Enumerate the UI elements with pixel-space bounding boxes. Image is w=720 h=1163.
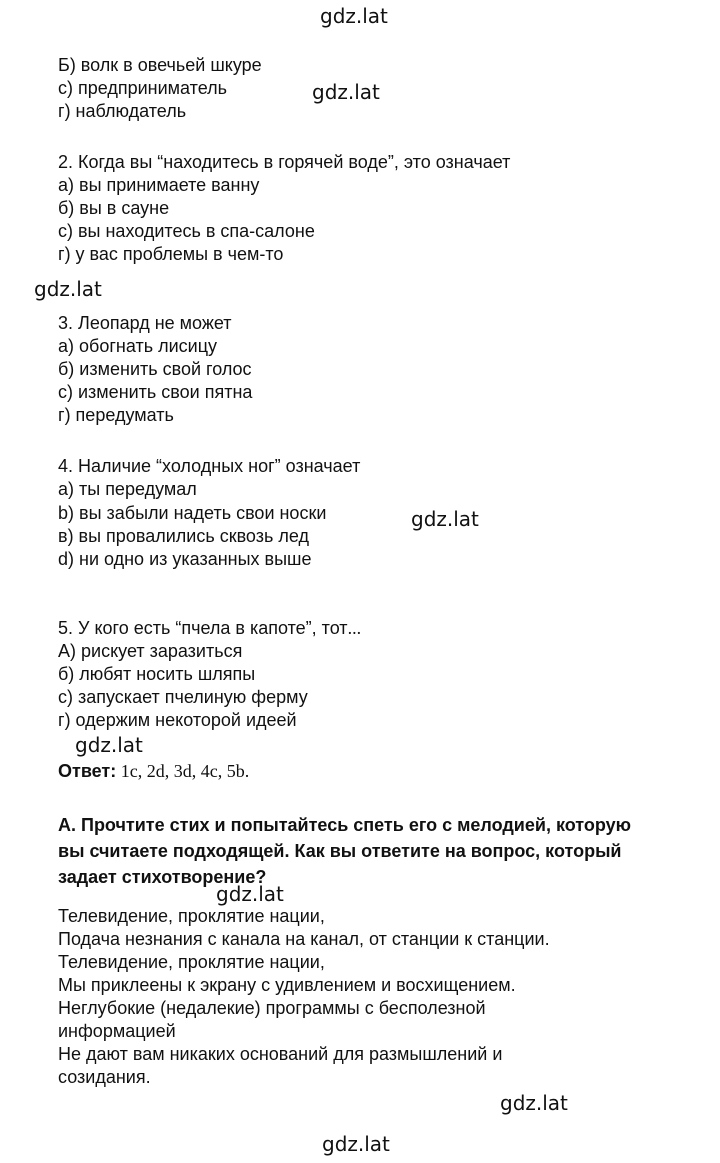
q4-option: d) ни одно из указанных выше [58,549,312,569]
watermark: gdz.lat [75,733,143,757]
q2-option: б) вы в сауне [58,198,170,218]
q2-option: а) вы принимаете ванну [58,175,260,195]
q5-question-ellipsis: ... [347,618,362,638]
watermark: gdz.lat [216,882,284,906]
watermark: gdz.lat [411,507,479,531]
q4-question: 4. Наличие “холодных ног” означает [58,456,361,476]
answer-label: Ответ: [58,761,117,781]
q5-question [58,617,361,640]
q5-option: г) одержим некоторой идеей [58,710,297,730]
q1-option: с) предприниматель [58,78,228,98]
q3-option: б) изменить свой голос [58,359,252,379]
poem-line: Мы приклеены к экрану с удивлением и восхищением. [58,975,516,995]
q3-option: а) обогнать лисицу [58,336,218,356]
q2-option: г) у вас проблемы в чем-то [58,244,284,264]
watermark: gdz.lat [322,1132,390,1156]
q4-option: b) вы забыли надеть свои носки [58,503,327,523]
q3-option: с) изменить свои пятна [58,382,253,402]
poem-line: Не дают вам никаких оснований для размышлений и созидания. [58,1044,503,1087]
poem [58,905,698,1089]
poem-line: Неглубокие (недалекие) программы с бесполезной информацией [58,998,486,1041]
q3-option: г) передумать [58,405,174,425]
q5-option: А) рискует заразиться [58,641,243,661]
answer-value: 1c, 2d, 3d, 4c, 5b. [116,761,250,781]
q1-option: Б) волк в овечьей шкуре [58,55,262,75]
q5-option: б) любят носить шляпы [58,664,256,684]
answer-line [58,760,249,783]
watermark: gdz.lat [312,80,380,104]
q5-option: с) запускает пчелиную ферму [58,687,308,707]
q5-question-text: 5. У кого есть “пчела в капоте”, тот [58,618,348,638]
q4-option: а) ты передумал [58,479,197,499]
q2-option: с) вы находитесь в спа-салоне [58,221,315,241]
watermark: gdz.lat [500,1091,568,1115]
poem-line: Телевидение, проклятие нации, [58,952,325,972]
poem-line: Подача незнания с канала на канал, от станции к станции. [58,929,550,949]
q3-question: 3. Леопард не может [58,313,232,333]
q1-option: г) наблюдатель [58,101,187,121]
watermark: gdz.lat [320,4,388,28]
q4-option: в) вы провалились сквозь лед [58,526,309,546]
q2-question: 2. Когда вы “находитесь в горячей воде”, это означает [58,152,511,172]
task-heading: А. Прочтите стих и попытайтесь спеть его с мелодией, которую вы считаете подходящей. Как вы ответите на вопрос, который задает стихотворение? [58,815,631,887]
watermark: gdz.lat [34,277,102,301]
poem-line: Телевидение, проклятие нации, [58,906,325,926]
